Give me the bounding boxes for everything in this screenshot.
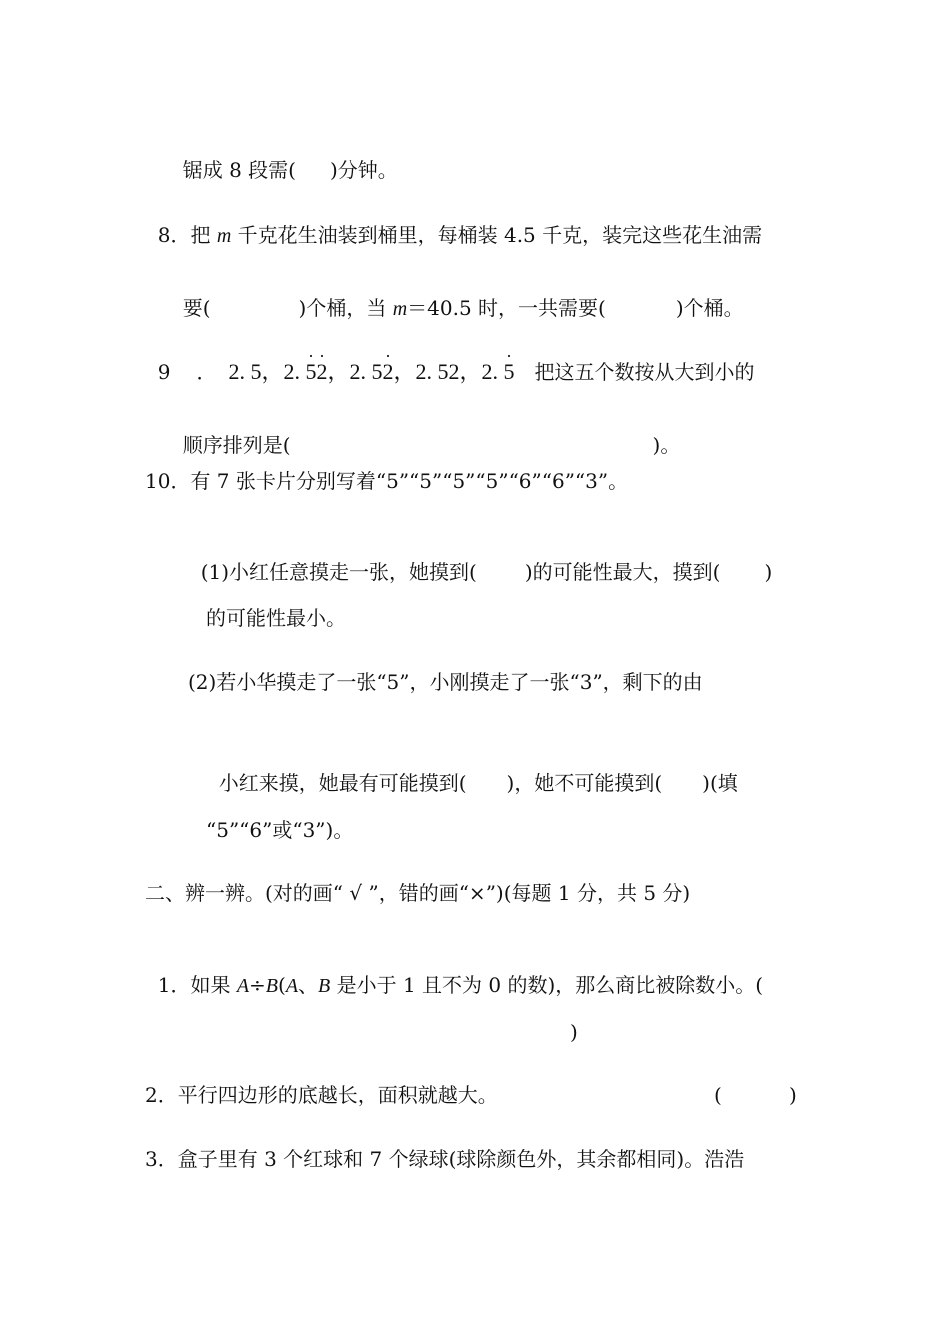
q7-tail-pre: 锯成 8 段需( xyxy=(182,158,296,182)
q8-lead: 8．把 xyxy=(157,223,217,247)
q8-var-m: m xyxy=(216,225,232,247)
j1-div: ÷ xyxy=(249,973,266,997)
q8-l2-post: )个桶。 xyxy=(675,296,744,320)
q9-dot: ． xyxy=(196,360,217,384)
q10-p1-line1 xyxy=(188,530,772,586)
q8-line1 xyxy=(145,193,762,250)
q9-number-3: 2. 52 ·， xyxy=(349,359,415,384)
q9-tail: 把这五个数按从大到小的 xyxy=(534,360,755,384)
q10-p2-line2 xyxy=(206,741,738,797)
q8-l2-mid2: ＝40.5 时，一共需要( xyxy=(407,296,606,320)
q8-line2 xyxy=(170,266,744,323)
j2-text: 2．平行四边形的底越长，面积就越大。 xyxy=(145,1083,498,1107)
j1-lead: 1．如果 xyxy=(157,973,237,997)
q10-p2-pre: 小红来摸，她最有可能摸到( xyxy=(218,771,467,795)
q9-l2-pre: 顺序排列是( xyxy=(182,433,291,457)
q9-number-2: 2. 5 ·2 ·， xyxy=(283,359,349,384)
q8-l2-mid1: )个桶，当 xyxy=(298,296,393,320)
section-2-title: 二、辨一辨。(对的画“ √ ”，错的画“×”)(每题 1 分，共 5 分) xyxy=(145,881,691,905)
q8-rest: 千克花生油装到桶里，每桶装 4.5 千克，装完这些花生油需 xyxy=(231,223,763,247)
q9-number-5: 2. 5 · xyxy=(482,359,515,384)
j1-paren: ( xyxy=(278,973,286,997)
j1-var-b2: B xyxy=(318,975,331,997)
q10-p1-mid: )的可能性最大，摸到( xyxy=(524,560,721,584)
q9-number-4: 2. 52， xyxy=(415,359,482,384)
j1-var-a2: A xyxy=(285,975,299,997)
q10-p1-line2: 的可能性最小。 xyxy=(206,606,346,630)
j1-sep: 、 xyxy=(298,973,319,997)
q7-tail-post: )分钟。 xyxy=(329,158,398,182)
j1-rest: 是小于 1 且不为 0 的数)，那么商比被除数小。( xyxy=(330,973,764,997)
q10-p2-post: )(填 xyxy=(702,771,738,795)
q10-p1-post: ) xyxy=(764,560,773,584)
j2-answer-open[interactable]: ( xyxy=(714,1083,722,1107)
q10-p2-line1: (2)若小华摸走了一张“5”，小刚摸走了一张“3”，剩下的由 xyxy=(188,670,703,694)
q10-p2-line3: “5”“6”或“3”)。 xyxy=(206,818,354,842)
q9-numbers xyxy=(228,359,514,384)
q9-line1 xyxy=(145,330,755,386)
q7-tail-line xyxy=(170,128,398,184)
q8-l2-var-m: m xyxy=(392,298,408,320)
q10-p2-mid: )，她不可能摸到( xyxy=(506,771,663,795)
q9-number-1: 2. 5， xyxy=(228,359,284,384)
j2-answer-close[interactable]: ) xyxy=(789,1083,797,1107)
j1-var-b: B xyxy=(265,975,279,997)
q9-line2 xyxy=(170,403,680,459)
j3-text: 3．盒子里有 3 个红球和 7 个绿球(球除颜色外，其余都相同)。浩浩 xyxy=(145,1147,745,1171)
q10-stem: 10．有 7 张卡片分别写着“5”“5”“5”“5”“6”“6”“3”。 xyxy=(145,469,629,493)
q8-l2-pre: 要( xyxy=(182,296,211,320)
j1-line1 xyxy=(145,943,763,1000)
j1-answer-close[interactable]: ) xyxy=(570,1020,578,1044)
j1-var-a: A xyxy=(236,975,250,997)
q10-p1-pre: (1)小红任意摸走一张，她摸到( xyxy=(200,560,477,584)
q9-l2-post: )。 xyxy=(652,433,681,457)
q9-label: 9 xyxy=(157,360,171,384)
